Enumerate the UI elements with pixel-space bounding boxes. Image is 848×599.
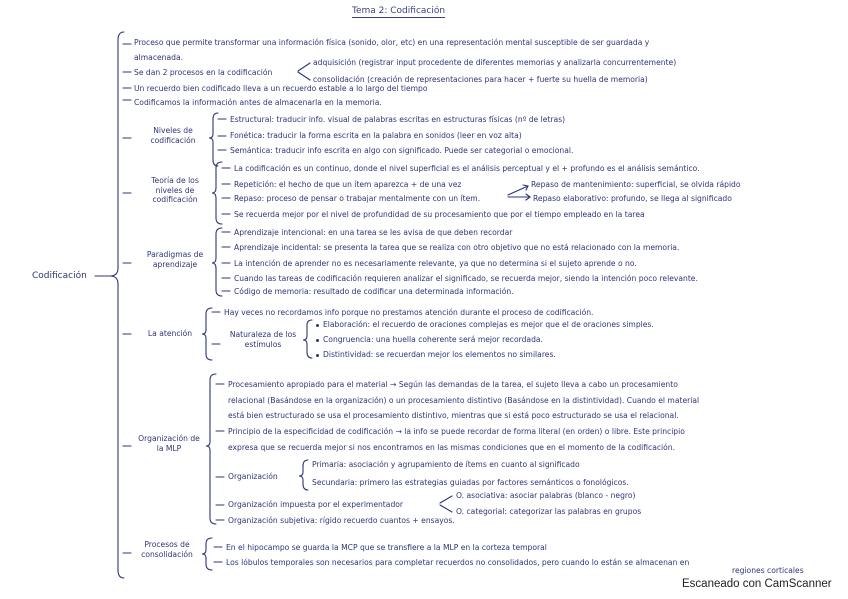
organizacion-sub-label: Organización <box>228 472 278 481</box>
niveles-item-1: Estructural: traducir info. visual de palabras escritas en estructuras físicas (nº de letras) <box>230 115 566 124</box>
naturaleza-item-3: Distintividad: se recuerdan mejor los elementos no similares. <box>316 350 556 359</box>
repaso-elaborativo: Repaso elaborativo: profundo, se llega al significado <box>533 194 732 203</box>
atencion-line-1: Hay veces no recordamos info porque no prestamos atención durante el proceso de codificación. <box>224 308 594 317</box>
organizacion-label: Organización de la MLP <box>138 434 200 453</box>
teoria-item-2: Repetición: el hecho de que un ítem aparezca + de una vez <box>234 180 462 189</box>
org-asociativa: O. asociativa: asociar palabras (blanco - negro) <box>456 491 636 500</box>
org-categorial: O. categorial: categorizar las palabras en grupos <box>456 507 642 516</box>
naturaleza-item-1: Elaboración: el recuerdo de oraciones complejas es mejor que el de oraciones simples. <box>316 320 654 329</box>
org-impuesta: Organización impuesta por el experimentador <box>228 500 404 509</box>
paradigma-item-1: Aprendizaje intencional: en una tarea se les avisa de que deben recordar <box>234 228 513 237</box>
paradigma-item-3: La intención de aprender no es necesariamente relevante, ya que no determina si el sujeto aprende o no. <box>234 259 637 268</box>
org-primaria: Primaria: asociación y agrupamiento de ítems en cuanto al significado <box>312 460 580 469</box>
teoria-item-3: Repaso: proceso de pensar o trabajar mentalmente con un ítem. <box>234 194 481 203</box>
paradigma-label: Paradigmas de aprendizaje <box>146 250 204 269</box>
teoria-item-4: Se recuerda mejor por el nivel de profundidad de su procesamiento que por el tiempo empleado en la tarea <box>234 210 645 219</box>
repaso-mantenimiento: Repaso de mantenimiento: superficial, se olvida rápido <box>531 180 741 189</box>
niveles-item-2: Fonética: traducir la forma escrita en la palabra en sonidos (leer en voz alta) <box>230 131 522 140</box>
teoria-item-1: La codificación es un continuo, donde el nivel superficial es el análisis perceptual y el + profundo es el análisis semántico. <box>234 164 700 173</box>
naturaleza-item-2: Congruencia: una huella coherente será mejor recordada. <box>316 335 543 344</box>
page-title: Tema 2: Codificación <box>352 6 446 16</box>
procesos-line-3: regiones corticales <box>732 566 804 575</box>
org-line-4: Principio de la especificidad de codificación → la info se puede recordar de forma literal (en orden) o libre. Este principio <box>228 427 685 436</box>
paradigma-item-4: Cuando las tareas de codificación requieren analizar el significado, se recuerda mejor, siendo la intención poco relevante. <box>234 274 698 283</box>
paradigma-item-5: Código de memoria: resultado de codificar una determinada información. <box>234 287 514 296</box>
intro-line-4: Un recuerdo bien codificado lleva a un recuerdo estable a lo largo del tiempo <box>134 84 428 93</box>
org-line-2: relacional (Basándose en la organización) o un procesamiento distintivo (Basándose en la distintividad). Cuando el material <box>228 396 700 405</box>
scanner-watermark: Escaneado con CamScanner <box>682 578 832 590</box>
naturaleza-label: Naturaleza de los estímulos <box>229 330 297 349</box>
org-line-1: Procesamiento apropiado para el material → Según las demandas de la tarea, el sujeto lleva a cabo un procesamiento <box>228 380 678 389</box>
branch-adquisicion: adquisición (registrar input procedente de diferentes memorias y analizarla concurrentemente) <box>313 58 677 67</box>
paradigma-item-2: Aprendizaje incidental: se presenta la tarea que se realiza con otro objetivo que no está relacionado con la memoria. <box>234 243 680 252</box>
org-line-3: está bien estructurado se usa el procesamiento distintivo, mientras que si está poco estructurado se usa el relacional. <box>228 411 679 420</box>
root-label: Codificación <box>32 271 87 281</box>
niveles-item-3: Semántica: traducir info escrita en algo con significado. Puede ser categorial o emocional. <box>230 146 574 155</box>
intro-line-1: Proceso que permite transformar una información física (sonido, olor, etc) en una representación mental susceptible de ser guardada y <box>134 38 650 47</box>
org-secundaria: Secundaria: primero las estrategias guiadas por factores semánticos o fonológicos. <box>312 478 629 487</box>
procesos-line-2: Los lóbulos temporales son necesarios para completar recuerdos no consolidados, pero cuando lo están se almacenan en <box>226 558 690 567</box>
intro-line-5: Codificamos la información antes de almacenarla en la memoria. <box>134 98 382 107</box>
intro-line-2: almacenada. <box>134 53 184 62</box>
procesos-label: Procesos de consolidación <box>141 540 193 559</box>
teoria-label: Teoría de los niveles de codificación <box>151 176 199 204</box>
org-line-5: expresa que se recuerda mejor si nos encontramos en las mismas condiciones que en el momento de la codificación. <box>228 443 676 452</box>
procesos-line-1: En el hipocampo se guarda la MCP que se transfiere a la MLP en la corteza temporal <box>226 543 547 552</box>
org-subjetiva: Organización subjetiva: rígido recuerdo cuantos + ensayos. <box>228 516 455 525</box>
atencion-label: La atención <box>147 329 193 338</box>
niveles-label: Niveles de codificación <box>150 126 196 145</box>
branch-consolidacion: consolidación (creación de representaciones para hacer + fuerte su huella de memoria) <box>313 75 648 84</box>
intro-line-3: Se dan 2 procesos en la codificación <box>134 68 273 77</box>
